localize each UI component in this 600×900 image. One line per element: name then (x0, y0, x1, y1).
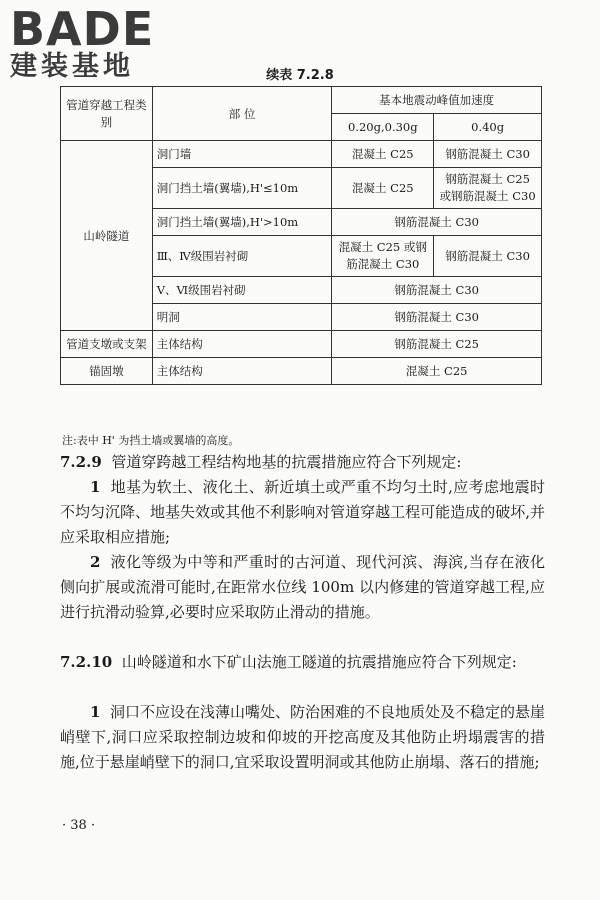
clause-text: 地基为软土、液化土、新近填土或严重不均匀土时,应考虑地震时不均匀沉降、地基失效或其他不利影响对管道穿越工程可能造成的破坏,并应采取相应措施; (60, 478, 545, 546)
row-part: 洞门墙 (152, 141, 332, 168)
section-title: 山岭隧道和水下矿山法施工隧道的抗震措施应符合下列规定: (121, 653, 517, 671)
group-mountain: 山岭隧道 (61, 141, 153, 331)
row-part: Ⅲ、Ⅳ级围岩衬砌 (152, 236, 332, 277)
group-support: 管道支墩或支架 (61, 331, 153, 358)
row-part: 明洞 (152, 304, 332, 331)
header-col2: 0.40g (434, 114, 542, 141)
page-number: · 38 · (62, 818, 96, 833)
section-number: 7.2.10 (60, 653, 113, 671)
row-value: 钢筋混凝土 C30 (434, 236, 542, 277)
clause-1 (60, 700, 545, 775)
row-value: 钢筋混凝土 C30 (332, 277, 542, 304)
seismic-materials-table (60, 86, 542, 385)
row-part: 洞门挡土墙(翼墙),H'≤10m (152, 168, 332, 209)
clause-number: 1 (90, 703, 101, 721)
group-anchor: 锚固墩 (61, 358, 153, 385)
section-7-2-9-heading (60, 450, 545, 475)
header-part: 部 位 (152, 87, 332, 141)
row-part: 洞门挡土墙(翼墙),H'>10m (152, 209, 332, 236)
row-value: 混凝土 C25 (332, 358, 542, 385)
row-value: 钢筋混凝土 C30 (434, 141, 542, 168)
table-title: 续表 7.2.8 (266, 68, 334, 83)
table-note: 注:表中 H' 为挡土墙或翼墙的高度。 (62, 434, 240, 447)
section-title: 管道穿跨越工程结构地基的抗震措施应符合下列规定: (111, 453, 462, 471)
clause-text: 液化等级为中等和严重时的古河道、现代河滨、海滨,当存在液化侧向扩展或流滑可能时,在距常水位线 100m 以内修建的管道穿越工程,应进行抗滑动验算,必要时应采取防止滑动的措施。 (60, 553, 545, 621)
clause-text: 洞口不应设在浅薄山嘴处、防治困难的不良地质处及不稳定的悬崖峭壁下,洞口应采取控制边坡和仰坡的开挖高度及其他防止坍塌震害的措施,位于悬崖峭壁下的洞口,宜采取设置明洞或其他防止崩塌、落石的措施; (60, 703, 545, 771)
row-value: 钢筋混凝土 C25 (332, 331, 542, 358)
row-part: 主体结构 (152, 331, 332, 358)
clause-2 (60, 550, 545, 625)
row-value: 混凝土 C25 (332, 168, 434, 209)
header-accel: 基本地震动峰值加速度 (332, 87, 542, 114)
table-row (61, 358, 542, 385)
logo-subtitle: 建装基地 (10, 51, 134, 82)
row-value: 钢筋混凝土 C30 (332, 304, 542, 331)
header-category: 管道穿越工程类别 (61, 87, 153, 141)
row-part: Ⅴ、Ⅵ级围岩衬砌 (152, 277, 332, 304)
section-number: 7.2.9 (60, 453, 102, 471)
logo-brand: BADE (10, 2, 155, 56)
header-col1: 0.20g,0.30g (332, 114, 434, 141)
clause-1 (60, 475, 545, 550)
row-value: 钢筋混凝土 C30 (332, 209, 542, 236)
clause-number: 2 (90, 553, 101, 571)
table-row (61, 331, 542, 358)
row-value: 混凝土 C25 (332, 141, 434, 168)
table-row (61, 141, 542, 168)
row-value: 混凝土 C25 或钢筋混凝土 C30 (332, 236, 434, 277)
clause-number: 1 (90, 478, 101, 496)
table-header-row (61, 87, 542, 114)
row-part: 主体结构 (152, 358, 332, 385)
section-7-2-10-heading (60, 650, 545, 675)
row-value: 钢筋混凝土 C25 或钢筋混凝土 C30 (434, 168, 542, 209)
